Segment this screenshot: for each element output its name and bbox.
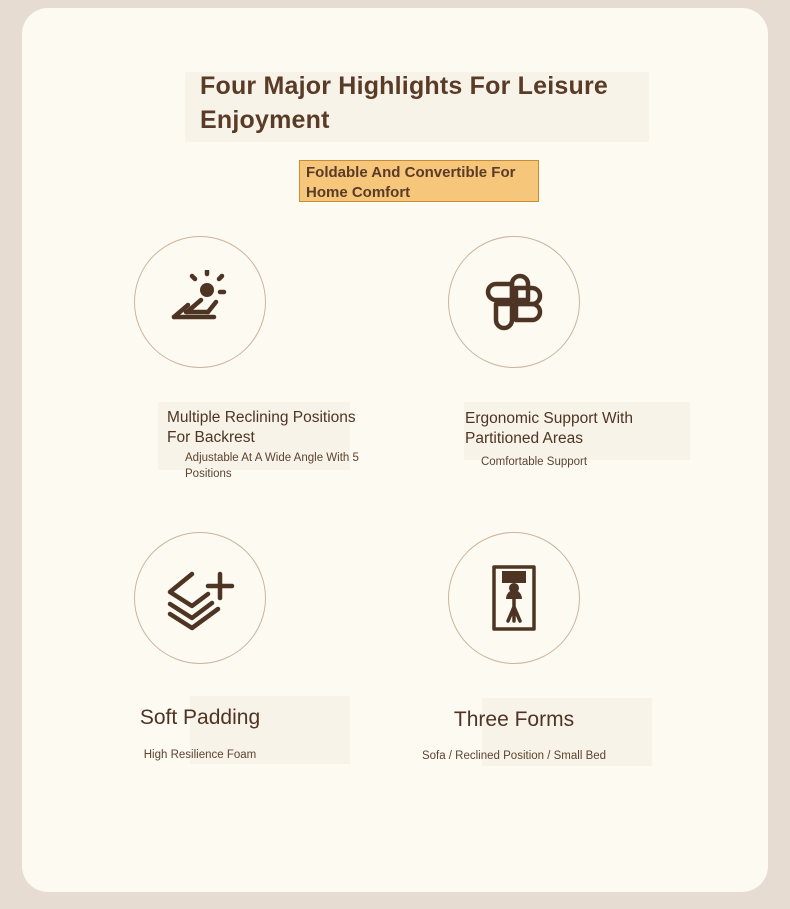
feature-item-reclining xyxy=(50,236,359,480)
poster-card xyxy=(22,8,768,892)
feature-title: Ergonomic Support With Partitioned Areas xyxy=(465,410,633,448)
feature-title: Three Forms xyxy=(453,708,575,731)
feature-subtitle: High Resilience Foam xyxy=(143,749,257,761)
feature-item-padding xyxy=(50,532,350,761)
feature-title: Soft Padding xyxy=(139,706,261,729)
feature-icon-circle xyxy=(448,532,580,664)
feature-subtitle: Adjustable At A Wide Angle With 5 Positions xyxy=(185,452,359,480)
feature-icon-circle xyxy=(134,236,266,368)
feature-subtitle: Comfortable Support xyxy=(480,456,588,468)
features-grid xyxy=(22,8,768,892)
page-title: Four Major Highlights For Leisure Enjoyment xyxy=(200,72,609,134)
subheading-text: Foldable And Convertible For Home Comfort xyxy=(306,164,516,201)
feature-item-three-forms xyxy=(364,532,664,762)
feature-subtitle: Sofa / Reclined Position / Small Bed xyxy=(421,750,607,762)
feature-title: Multiple Reclining Positions For Backrest xyxy=(167,409,356,447)
feature-icon-circle xyxy=(134,532,266,664)
feature-item-ergonomic xyxy=(364,236,664,468)
feature-icon-circle xyxy=(448,236,580,368)
